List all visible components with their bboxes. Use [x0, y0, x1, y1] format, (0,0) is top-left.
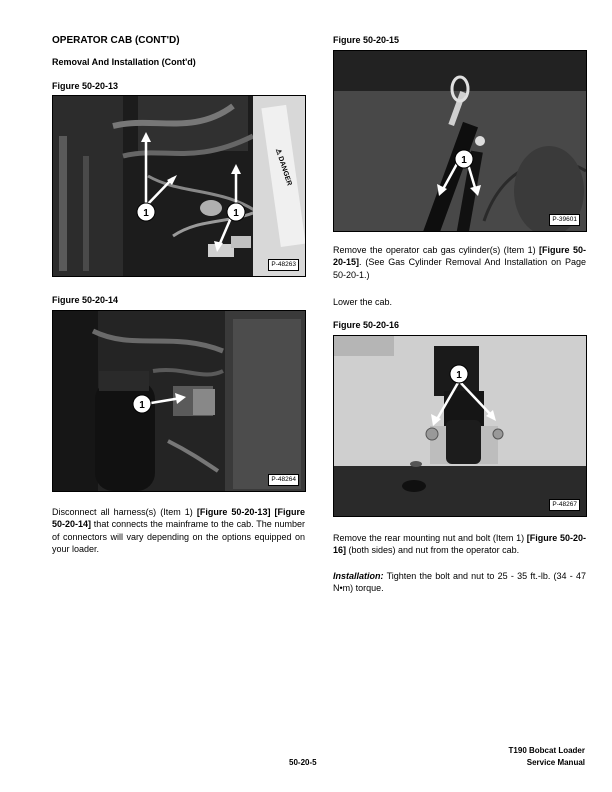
footer-manual: Service Manual: [526, 758, 585, 767]
paragraph-remove-mounting-bolt: [333, 532, 586, 557]
callout-1: 1: [233, 208, 239, 219]
figure-reference: [Figure 50-20-15]: [333, 245, 586, 268]
paragraph-text: that connects the mainframe to the cab. The number of connectors will vary depending on the options equipped on your loader.: [52, 519, 305, 554]
figure-caption-14: Figure 50-20-14: [52, 295, 119, 305]
callout-1: 1: [456, 370, 462, 381]
paragraph-disconnect-harness: [52, 506, 305, 555]
paragraph-text: . (See Gas Cylinder Removal And Installation on Page 50-20-1.): [333, 257, 586, 280]
figure-caption-15: Figure 50-20-15: [333, 35, 400, 45]
footer-product: T190 Bobcat Loader: [508, 746, 585, 755]
photo-id-label: P-39601: [549, 214, 580, 226]
paragraph-text: Disconnect all harness(s) (Item 1): [52, 507, 197, 517]
figure-photo-13: [52, 95, 306, 277]
figure-photo-15: [333, 50, 587, 232]
paragraph-text: Tighten the bolt and nut to 25 - 35 ft.-lb. (34 - 47 N•m) torque.: [333, 571, 586, 594]
photo-id-label: P-48263: [268, 259, 299, 271]
callout-1: 1: [139, 400, 145, 411]
gas-cylinder-photo-illustration: [334, 51, 586, 231]
figure-photo-16: [333, 335, 587, 517]
installation-label: Installation:: [333, 571, 384, 581]
danger-label: ⚠ DANGER: [273, 147, 293, 187]
paragraph-lower-cab: Lower the cab.: [333, 297, 393, 307]
photo-id-label: P-48264: [268, 474, 299, 486]
subsection-title: Removal And Installation (Cont'd): [52, 57, 196, 67]
figure-reference: [Figure 50-20-13] [Figure 50-20-14]: [52, 507, 306, 530]
paragraph-text: Remove the operator cab gas cylinder(s) (Item 1): [333, 245, 540, 255]
paragraph-installation-torque: [333, 570, 586, 595]
figure-photo-14: [52, 310, 306, 492]
figure-caption-16: Figure 50-20-16: [333, 320, 400, 330]
paragraph-remove-gas-cylinder: [333, 244, 586, 281]
mounting-bolt-photo-illustration: [334, 336, 586, 516]
section-title: OPERATOR CAB (CONT'D): [52, 35, 180, 46]
harness-photo-illustration: [53, 96, 305, 276]
page-number: 50-20-5: [289, 758, 317, 767]
callout-1: 1: [461, 155, 467, 166]
figure-reference: [Figure 50-20-16]: [333, 533, 586, 556]
paragraph-text: (both sides) and nut from the operator cab.: [346, 545, 520, 556]
callout-1: 1: [143, 208, 149, 219]
figure-caption-13: Figure 50-20-13: [52, 81, 119, 91]
paragraph-text: Remove the rear mounting nut and bolt (Item 1): [333, 533, 527, 543]
photo-id-label: P-48267: [549, 499, 580, 511]
connector-photo-illustration: [53, 311, 305, 491]
